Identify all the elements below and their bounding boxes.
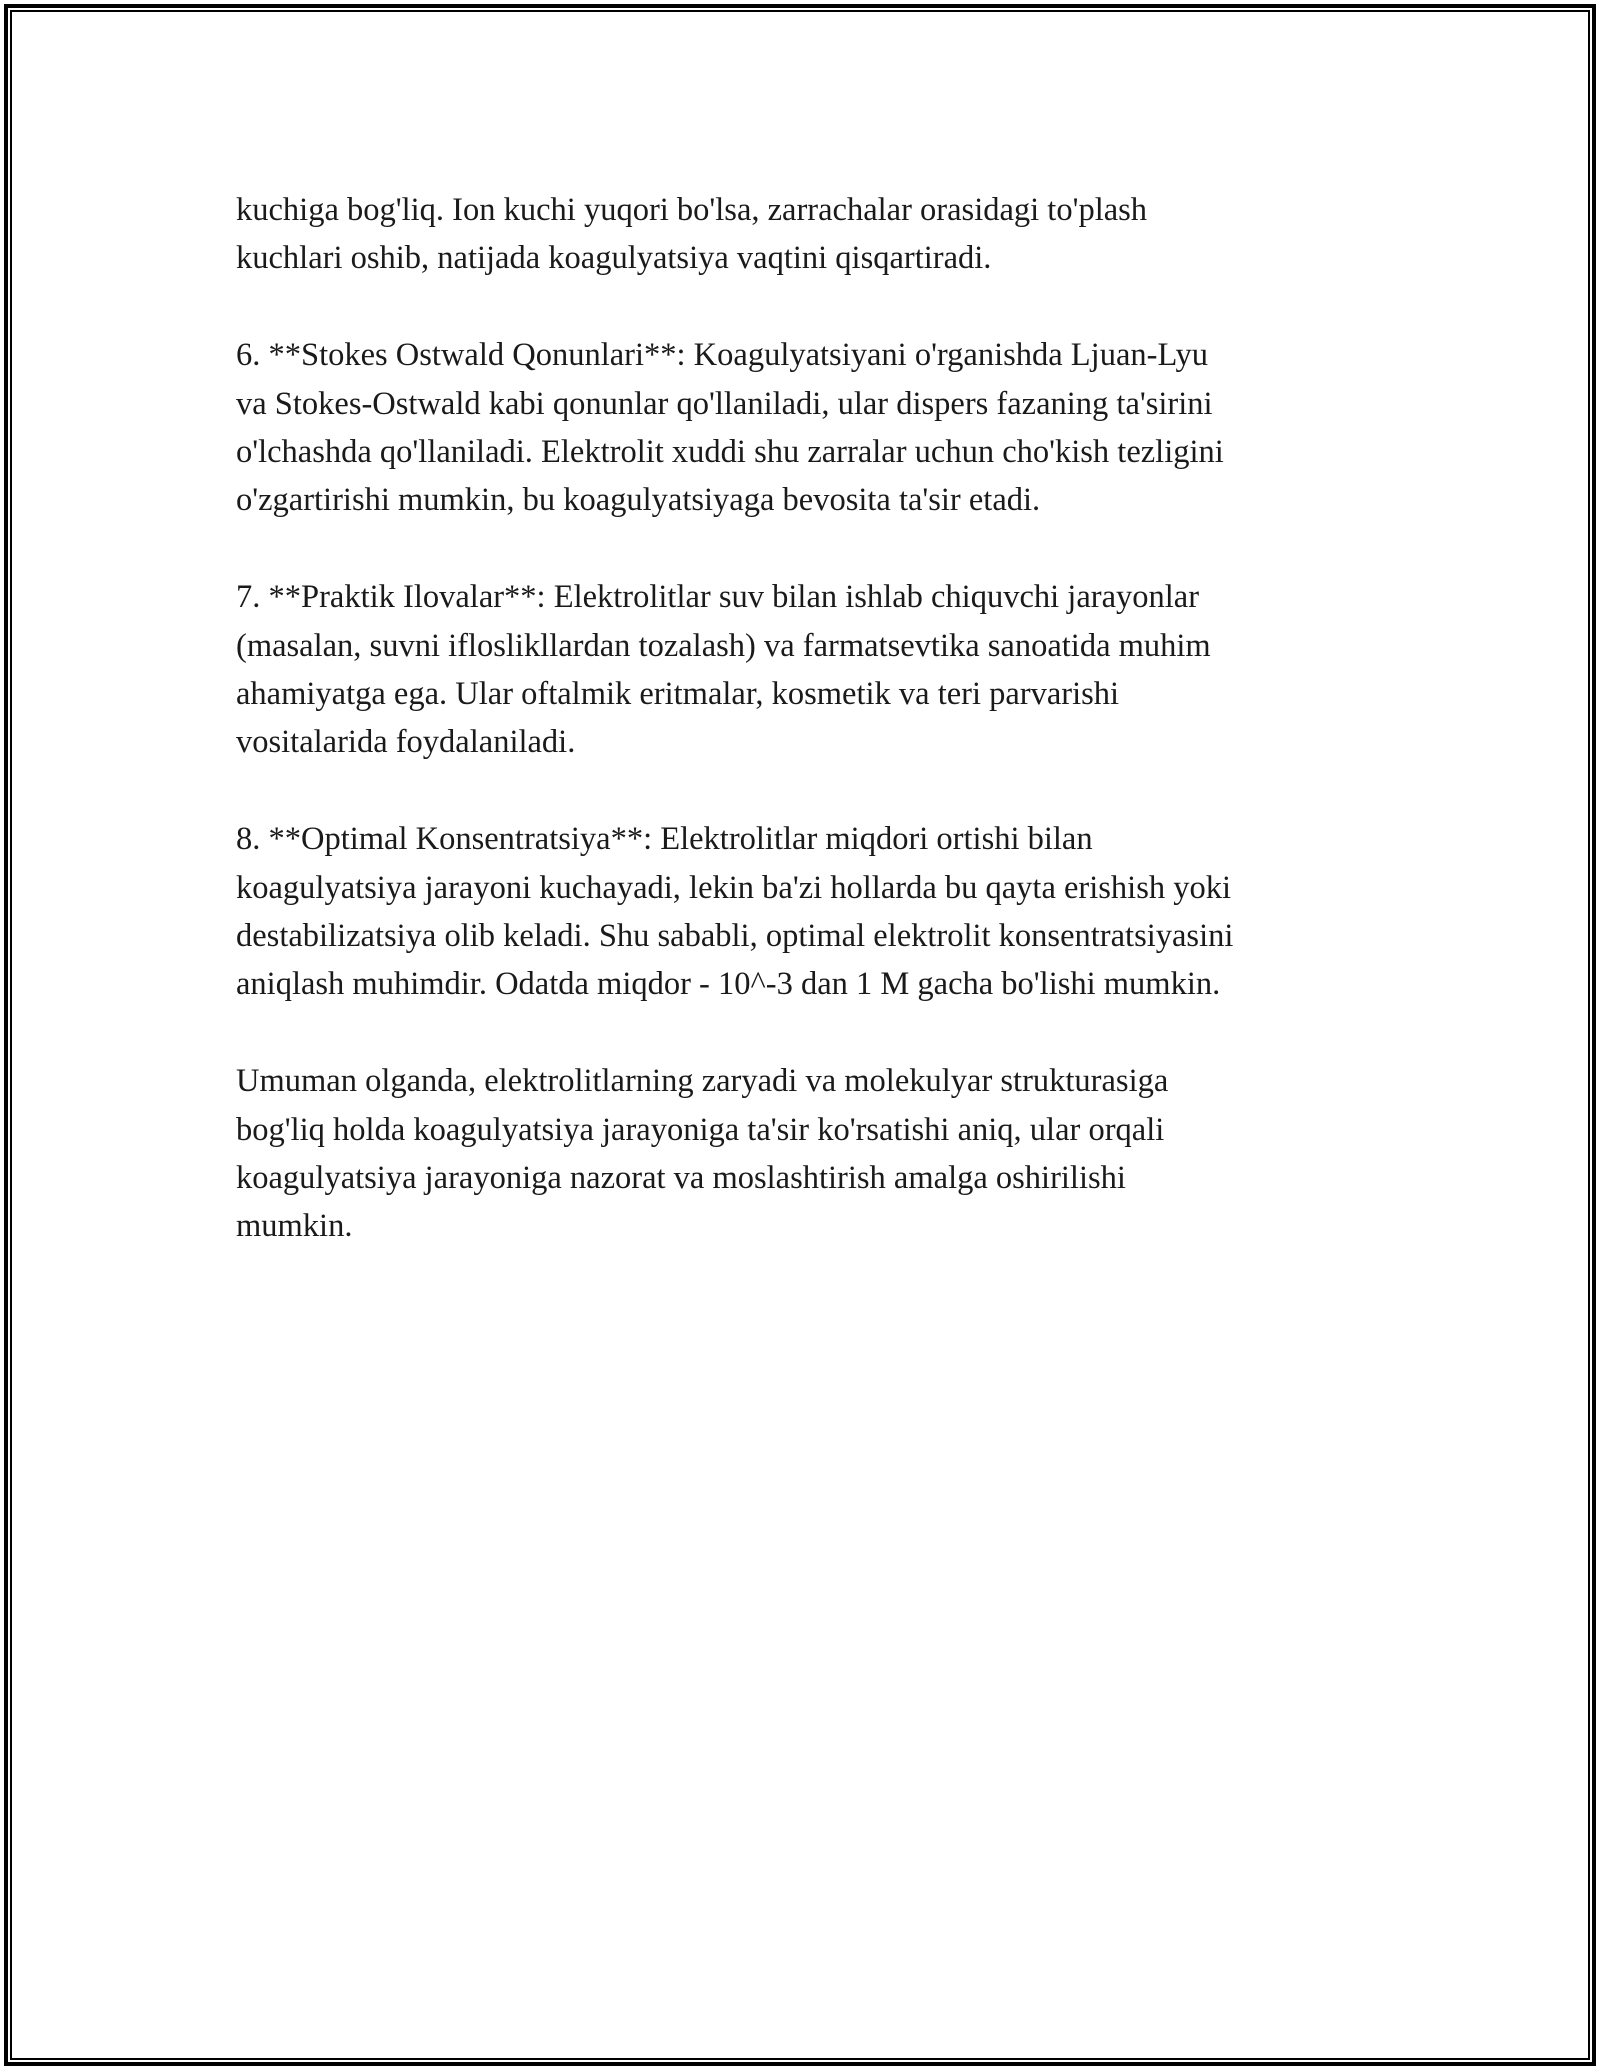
paragraph-practical-applications: 7. **Praktik Ilovalar**: Elektrolitlar suv bilan ishlab chiquvchi jarayonlar (masalan, suvni ifloslikllardan tozalash) va farmatsevtika sanoatida muhim ahamiyatga ega. Ular oftalmik eritmalar, kosmetik va teri parvarishi vositalarida foydalaniladi. (236, 579, 1211, 761)
paragraph-continuation: kuchiga bog'liq. Ion kuchi yuqori bo'lsa, zarrachalar orasidagi to'plash kuchlari oshib, natijada koagulyatsiya vaqtini qisqartiradi. (236, 192, 1148, 277)
paragraph-optimal-concentration: 8. **Optimal Konsentratsiya**: Elektrolitlar miqdori ortishi bilan koagulyatsiya jarayoni kuchayadi, lekin ba'zi hollarda bu qayta erishish yoki destabilizatsiya olib keladi. Shu sababli, optimal elektrolit konsentratsiyasini aniqlash muhimdir. Odatda miqdor - 10^-3 dan 1 M gacha bo'lishi mumkin. (236, 821, 1234, 1003)
paragraph-stokes-ostwald: 6. **Stokes Ostwald Qonunlari**: Koagulyatsiyani o'rganishda Ljuan-Lyu va Stokes-Ostwald kabi qonunlar qo'llaniladi, ular dispers fazaning ta'sirini o'lchashda qo'llaniladi. Elektrolit xuddi shu zarralar uchun cho'kish tezligini o'zgartirishi mumkin, bu koagulyatsiyaga bevosita ta'sir etadi. (236, 337, 1224, 519)
paragraph-conclusion: Umuman olganda, elektrolitlarning zaryadi va molekulyar strukturasiga bog'liq holda koagulyatsiya jarayoniga ta'sir ko'rsatishi aniq, ular orqali koagulyatsiya jarayoniga nazorat va moslashtirish amalga oshirilishi mumkin. (236, 1063, 1169, 1245)
document-body (236, 186, 1386, 1299)
